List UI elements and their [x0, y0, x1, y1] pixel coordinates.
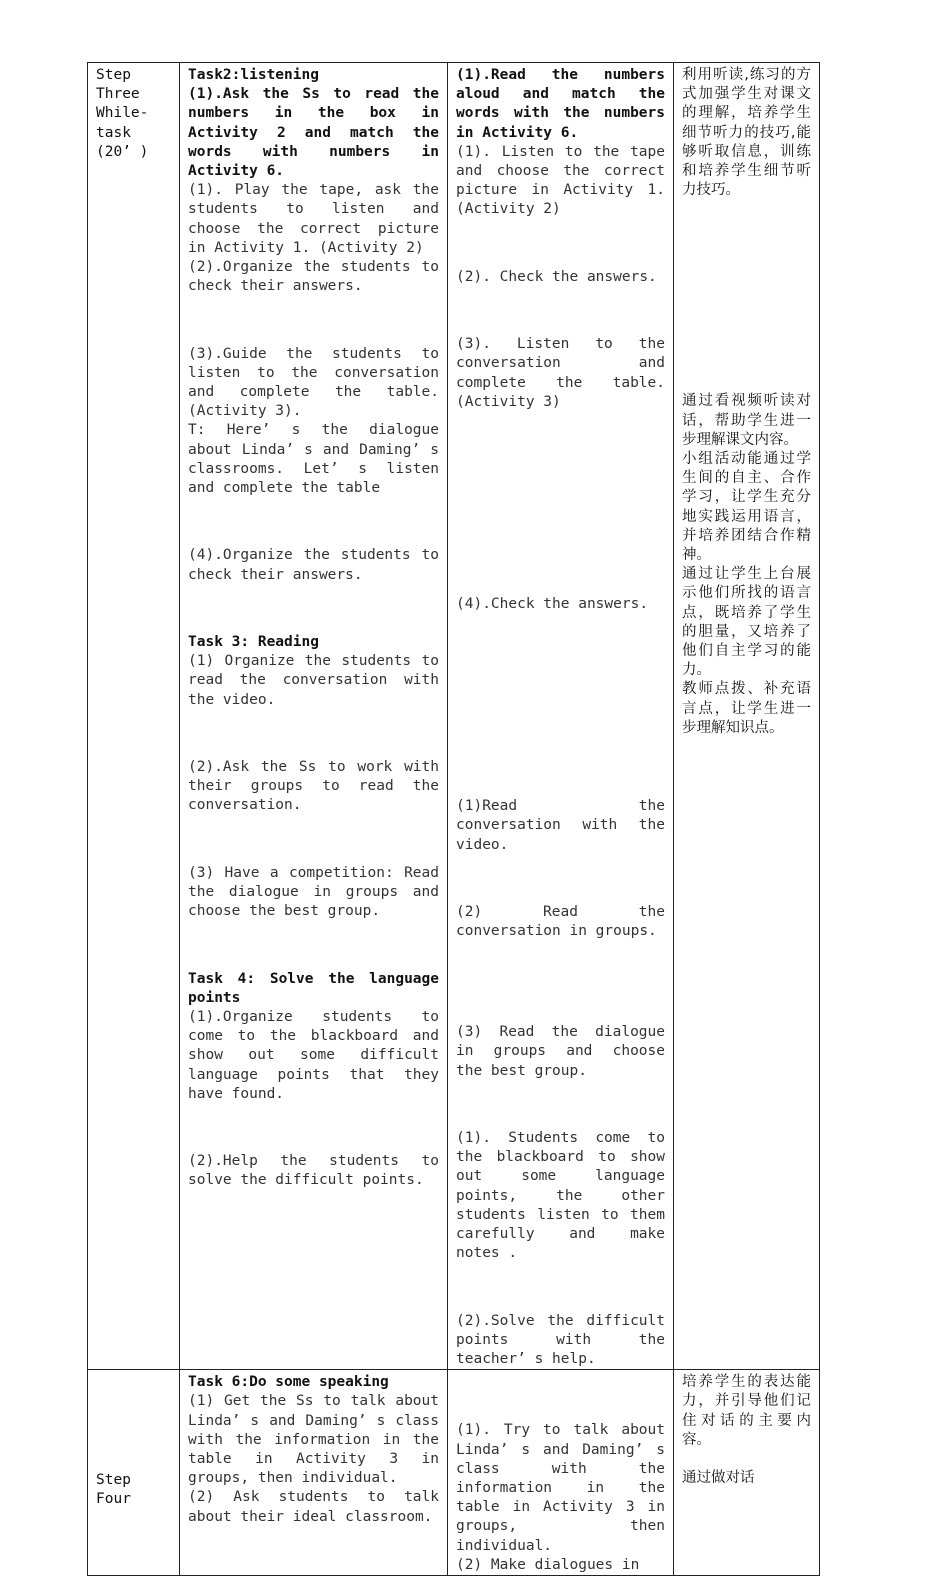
- paragraph: (2) Ask students to talk about their ideal classroom.: [188, 1489, 439, 1525]
- blank-line: [456, 763, 665, 782]
- student-activity-cell: [448, 1370, 674, 1576]
- paragraph: (2) Read the conversation in groups.: [456, 903, 665, 940]
- paragraph: (3). Listen to the conversation and complete the table.(Activity 3): [456, 336, 665, 410]
- purpose-list: [682, 66, 811, 738]
- blank-line: [456, 696, 665, 715]
- blank-line: [188, 830, 439, 849]
- paragraph: (1). Try to talk about Linda’ s and Daming’ s class with the information in the table in Activity 3 in groups, then individual.: [456, 1422, 665, 1554]
- paragraph: (3) Have a competition: Read the dialogue in groups and choose the best group.: [188, 864, 439, 920]
- purpose-cell: [674, 63, 820, 1370]
- paragraph: (2).Organize the students to check their answers.: [188, 259, 439, 295]
- purpose-list: [682, 1373, 811, 1488]
- step-label: Step Four: [96, 1472, 131, 1508]
- blank-line: [456, 730, 665, 749]
- blank-line: [188, 311, 439, 330]
- section-heading: Task 3: Reading: [188, 634, 319, 651]
- blank-line: [682, 1450, 811, 1469]
- section-heading: Task 6:Do some speaking: [188, 1374, 389, 1391]
- lesson-plan-table: [87, 62, 820, 1576]
- paragraph: (4).Organize the students to check their answers.: [188, 547, 439, 583]
- paragraph: T: Here’ s the dialogue about Linda’ s and Daming’ s classrooms. Let’ s listen and complete the table: [188, 422, 439, 497]
- student-activity-cell: [448, 63, 674, 1370]
- paragraph: (1) Organize the students to read the conversation with the video.: [188, 653, 439, 708]
- paragraph: (2).Ask the Ss to work with their groups to read the conversation.: [188, 759, 439, 814]
- student-activity-list: [456, 1388, 665, 1575]
- section-heading: (1).Read the numbers aloud and match the words with the numbers in Activity 6.: [456, 67, 665, 141]
- blank-line: [682, 296, 811, 315]
- blank-line: [456, 662, 665, 681]
- paragraph: (1). Play the tape, ask the students to listen and choose the correct picture in Activity 1. (Activity 2): [188, 182, 439, 256]
- blank-line: [682, 200, 811, 219]
- blank-line: [188, 936, 439, 955]
- blank-line: [188, 599, 439, 618]
- blank-line: [456, 869, 665, 888]
- blank-line: [188, 1119, 439, 1138]
- paragraph: 教师点拨、补充语言点，让学生进一步理解知识点。: [682, 681, 811, 736]
- blank-line: [456, 427, 665, 446]
- section-heading: Task2:listening: [188, 67, 319, 83]
- table-row: [88, 63, 820, 1370]
- blank-line: [682, 373, 811, 392]
- section-heading: (1).Ask the Ss to read the numbers in the box in Activity 2 and match the words with numbers in Activity 6.: [188, 86, 439, 180]
- blank-line: [682, 316, 811, 335]
- section-heading: Task 4: Solve the language points: [188, 970, 439, 1006]
- teacher-activity-cell: [180, 63, 448, 1370]
- teacher-activity-list: [188, 66, 439, 1191]
- step-label: Step Three While- task (20’ ): [96, 67, 149, 160]
- student-activity-list: [456, 66, 665, 1369]
- blank-line: [456, 629, 665, 648]
- paragraph: (1) Get the Ss to talk about Linda’ s and Daming’ s class with the information in the table in Activity 3 in groups, then individual.: [188, 1393, 439, 1487]
- paragraph: (2).Solve the difficult points with the teacher’ s help.: [456, 1312, 665, 1367]
- step-cell: [88, 63, 180, 1370]
- blank-line: [456, 1278, 665, 1297]
- paragraph: (1).Organize students to come to the blackboard and show out some difficult language points that they have found.: [188, 1009, 439, 1102]
- blank-line: [188, 724, 439, 743]
- paragraph: 小组活动能通过学生间的自主、合作学习，让学生充分地实践运用语言，并培养团结合作精神。: [682, 450, 811, 563]
- blank-line: [188, 513, 439, 532]
- teacher-activity-cell: [180, 1370, 448, 1576]
- purpose-cell: [674, 1370, 820, 1576]
- paragraph: 培养学生的表达能力，并引导他们记住对话的主要内容。: [682, 1374, 811, 1448]
- paragraph: (3) Read the dialogue in groups and choose the best group.: [456, 1024, 665, 1079]
- step-cell: [88, 1370, 180, 1576]
- paragraph: 通过做对话: [682, 1470, 755, 1487]
- paragraph: (2) Make dialogues in: [456, 1556, 640, 1573]
- blank-line: [682, 354, 811, 373]
- blank-line: [456, 1388, 665, 1407]
- blank-line: [456, 561, 665, 580]
- blank-line: [682, 277, 811, 296]
- blank-line: [456, 1095, 665, 1114]
- teacher-activity-list: [188, 1373, 439, 1527]
- paragraph: (4).Check the answers.: [456, 595, 649, 612]
- paragraph: (3).Guide the students to listen to the conversation and complete the table.(Activity 3).: [188, 345, 439, 420]
- paragraph: (1). Listen to the tape and choose the correct picture in Activity 1. (Activity 2): [456, 143, 665, 218]
- blank-line: [456, 302, 665, 321]
- blank-line: [682, 258, 811, 277]
- paragraph: (1). Students come to the blackboard to show out some language points, the other students listen to them carefully and make notes .: [456, 1129, 665, 1262]
- paragraph: (2).Help the students to solve the difficult points.: [188, 1153, 439, 1189]
- paragraph: 通过让学生上台展示他们所找的语言点，既培养了学生的胆量，又培养了他们自主学习的能力。: [682, 566, 811, 679]
- blank-line: [456, 956, 665, 975]
- blank-line: [456, 460, 665, 479]
- blank-line: [456, 989, 665, 1008]
- paragraph: (2). Check the answers.: [456, 268, 657, 285]
- paragraph: (1)Read the conversation with the video.: [456, 798, 665, 853]
- blank-line: [456, 494, 665, 513]
- paragraph: 通过看视频听读对话，帮助学生进一步理解课文内容。: [682, 393, 811, 448]
- blank-line: [682, 335, 811, 354]
- paragraph: 利用听读,练习的方式加强学生对课文的理解，培养学生细节听力的技巧,能够听取信息，训练和培养学生细节听力技巧。: [682, 67, 811, 199]
- blank-line: [456, 234, 665, 253]
- blank-line: [456, 528, 665, 547]
- blank-line: [682, 220, 811, 239]
- table-row: [88, 1370, 820, 1576]
- blank-line: [682, 239, 811, 258]
